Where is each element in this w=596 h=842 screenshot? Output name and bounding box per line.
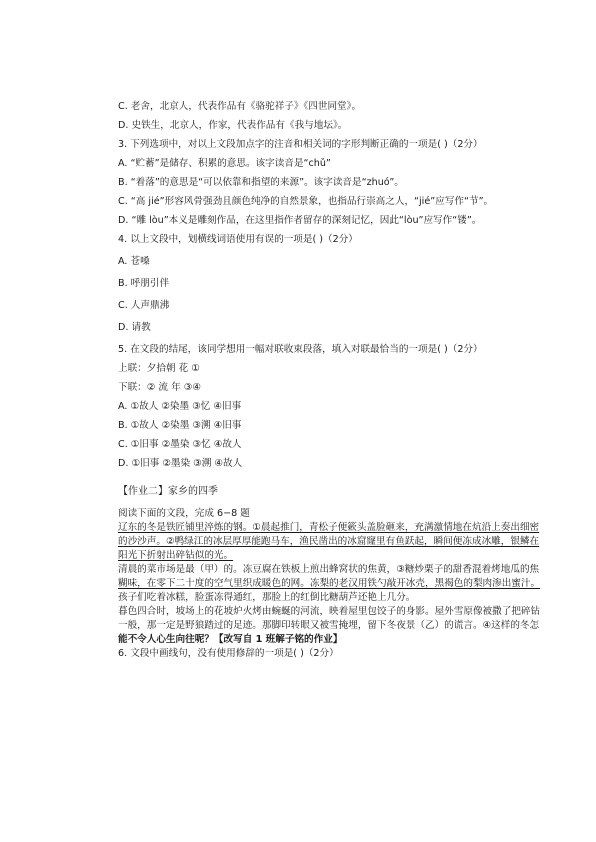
paragraph-3-line-2: 一般，那一定是野狼踏过的足迹。那脚印转眼又被雪掩埋，留下冬夜景（乙）的谎言。④这样的冬怎 [118, 620, 540, 631]
question-6: 6. 文段中画线句，没有使用修辞的一项是( )（2分） [118, 648, 339, 659]
document-page [118, 100, 541, 661]
couplet-lower: 下联：② 流 年 ③④ [118, 382, 201, 393]
question-5-option-b: B. ①故人 ②染墨 ③溯 ④旧事 [118, 420, 242, 431]
question-4: 4. 以上文段中，划横线词语使用有误的一项是( )（2分） [118, 234, 358, 245]
question-4-option-a: A. 苍嗓 [118, 256, 150, 267]
paragraph-1-line-1 [118, 521, 540, 535]
question-3: 3. 下列选项中，对以上文段加点字的注音和相关词的字形判断正确的一项是( )（2分） [118, 139, 483, 150]
underlined-sentence: 的沙沙声。②鸭绿江的冰层厚厚能跑马车，渔民凿出的冰窟窿里有鱼跃起，瞬间便冻成冰雕，银鳞在 [118, 536, 540, 547]
paragraph-1-line-3 [118, 549, 478, 563]
question-4-option-c: C. 人声鼎沸 [118, 300, 170, 311]
question-5-option-d: D. ①旧事 ②墨染 ③溯 ④故人 [118, 458, 243, 469]
question-5-option-c: C. ①旧事 ②墨染 ③忆 ④故人 [118, 439, 242, 450]
question-5: 5. 在文段的结尾，该同学想用一幅对联收束段落，填入对联最恰当的一项是( )（2分） [118, 344, 483, 355]
question-3-option-a: A. “贮蓄”是储存、积累的意思。该字读音是“chǔ” [118, 158, 331, 169]
option-d-shitiesheng: D. 史铁生，北京人，作家，代表作品有《我与地坛》。 [118, 120, 348, 131]
paragraph-2-line-3: 孩子们吃着冰糕，脸蛋冻得通红，那脸上的红倒比糖葫芦还艳上几分。 [118, 592, 416, 603]
option-c-laoshe: C. 老舍，北京人，代表作品有《骆驼祥子》《四世同堂》。 [118, 101, 362, 112]
couplet-upper: 上联：夕拾朝 花 ① [118, 363, 200, 374]
question-4-option-d: D. 请教 [118, 322, 151, 333]
underlined-sentence: 辽东的冬是铁匠铺里淬炼的钢。①晨起推门，青松子便簌头盖脸砸来，充满激情地在炕沿上奏出细密 [118, 522, 540, 533]
paragraph-1-line-2 [118, 535, 540, 549]
question-5-option-a: A. ①故人 ②染墨 ③忆 ④旧事 [118, 401, 242, 412]
reading-prompt: 阅读下面的文段，完成 6−8 题 [118, 508, 250, 519]
paragraph-2-line-1: 清晨的菜市场是最（甲）的。冻豆腐在铁板上煎出蜂窝状的焦黄，③糖炒栗子的甜香混着烤地瓜的焦 [118, 564, 540, 575]
paragraph-3-line-1: 暮色四合时，坡场上的花坡炉火烤由蜿蜒的河流，映着屋里包饺子的身影。屋外雪原像被撒了把碎钻 [118, 606, 541, 617]
question-3-option-b: B. “着落”的意思是“可以依靠和指望的来源”。该字读音是“zhuó”。 [118, 177, 404, 188]
homework-2-title: 【作业二】家乡的四季 [118, 486, 218, 497]
paragraph-3-line-3: 能不令人心生向往呢？【改写自 1 班解子铭的作业】 [118, 634, 343, 645]
question-4-option-b: B. 呼朋引伴 [118, 278, 170, 289]
paragraph-2-line-2 [118, 577, 541, 591]
underlined-sentence: 糊味，在零下二十度的空气里织成暖色的网。冻梨的老汉用铁勺敲开冰壳，黑褐色的梨肉渗出蜜汁。 [118, 578, 541, 589]
question-3-option-c: C. “高 jié”形容风骨强劲且颜色纯净的自然景象，也指品行崇高之人，“jié”应写作“节”。 [118, 196, 494, 207]
underlined-sentence: 阳光下折射出碎钻似的光。 [118, 550, 234, 561]
question-3-option-d: D. “雕 lòu”本义是雕刻作品，在这里指作者留存的深刻记忆，因此“lòu”应写作“镂”。 [118, 215, 482, 226]
